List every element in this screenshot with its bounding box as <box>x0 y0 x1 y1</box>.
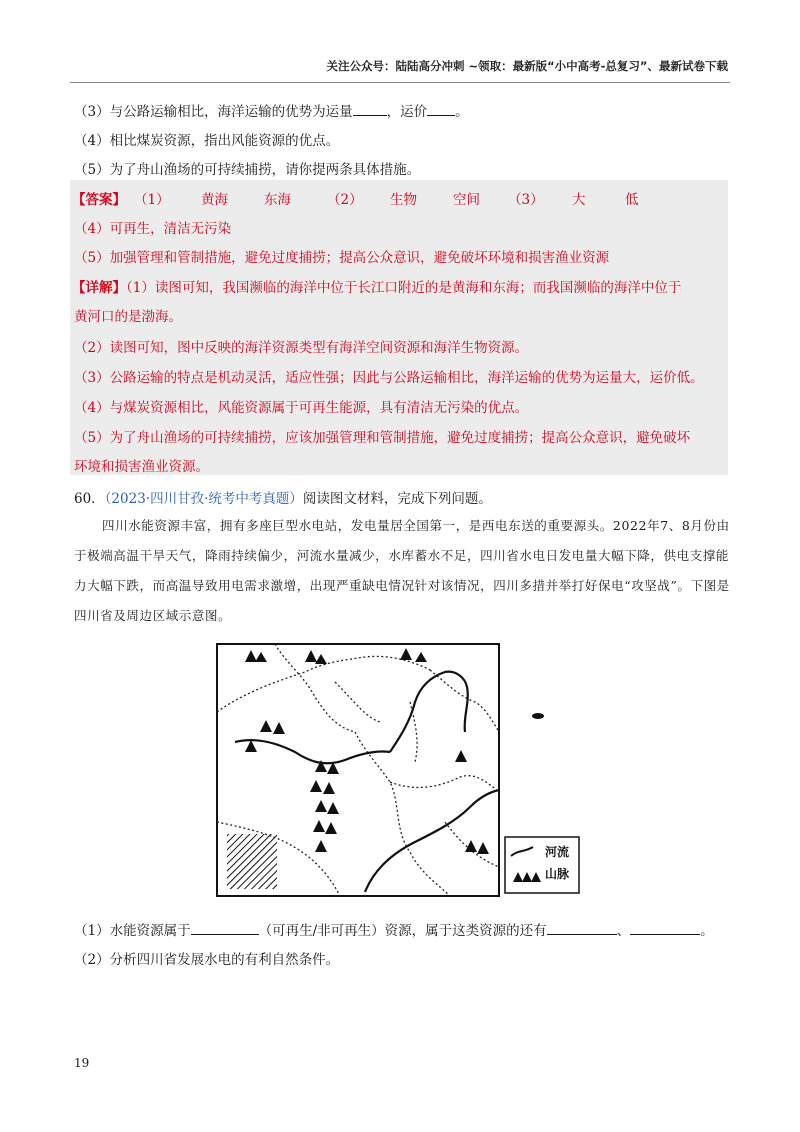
blank-example-1[interactable] <box>547 922 617 935</box>
question-5: （5）为了舟山渔场的可持续捕捞，请你提两条具体措施。 <box>74 162 421 178</box>
answer-value: 大 <box>572 192 586 208</box>
answer-line-4: （4）可再生，清洁无污染 <box>74 221 232 237</box>
blank-volume <box>353 103 387 116</box>
question-source-link[interactable]: （2023·四川甘孜·统考中考真题） <box>104 491 303 507</box>
answer-value: 黄海 <box>201 192 228 208</box>
question-60-heading <box>74 487 492 507</box>
answer-value: 空间 <box>453 192 480 208</box>
header-rule <box>70 82 730 83</box>
answer-value: 生物 <box>390 192 417 208</box>
question-3-prefix: （3）与公路运输相比，海洋运输的优势为运量 <box>74 104 353 120</box>
detail-line-4: （4）与煤炭资源相比，风能资源属于可再生能源，具有清洁无污染的优点。 <box>74 400 529 416</box>
detail-line-5a: （5）为了舟山渔场的可持续捕捞，应该加强管理和管制措施，避免过度捕捞；提高公众意识，避免破坏 <box>74 430 691 446</box>
answer-tag: 【答案】 <box>72 192 126 208</box>
page-header: 关注公众号：陆陆高分冲刺 ~领取：最新版“小中高考-总复习”、最新试卷下载 <box>326 59 728 73</box>
detail-tag: 【详解】 <box>72 280 126 296</box>
sichuan-map <box>215 642 585 898</box>
question-passage: 四川水能资源丰富，拥有多座巨型水电站，发电量居全国第一，是西电东送的重要源头。2022年7、8月份由于极端高温干旱天气，降雨持续偏少，河流水量减少，水库蓄水不足，四川省水电日发电量大幅下降，供电支撑能力大幅下跌，而高温导致用电需求激增，出现严重缺电情况针对该情况，四川多措并举打好保电“攻坚战”。下图是四川省及周边区域示意图。 <box>74 518 730 623</box>
question-4: （4）相比煤炭资源，指出风能资源的优点。 <box>74 133 340 149</box>
answer-value: 东海 <box>264 192 291 208</box>
blank-price <box>427 103 455 116</box>
legend-river: 河流 <box>545 845 570 859</box>
detail-line-3: （3）公路运输的特点是机动灵活，适应性强；因此与公路运输相比，海洋运输的优势为运量大，运价低。 <box>74 370 704 386</box>
blank-resource-type[interactable] <box>191 922 259 935</box>
answer-row-1 <box>72 188 126 208</box>
detail-line-5b: 环境和损害渔业资源。 <box>74 459 209 475</box>
question-3-mid: ，运价 <box>386 104 428 120</box>
legend-mountain: 山脉 <box>545 867 570 881</box>
page-number: 19 <box>74 1056 90 1070</box>
sub-question-2: （2）分析四川省发展水电的有利自然条件。 <box>74 952 340 968</box>
detail-line-2: （2）读图可知，图中反映的海洋资源类型有海洋空间资源和海洋生物资源。 <box>74 340 529 356</box>
detail-line-1b: 黄河口的是渤海。 <box>74 309 182 325</box>
sub-question-1: （1）水能资源属于 （可再生/非可再生）资源，属于这类资源的还有 、 。 <box>74 923 714 939</box>
detail-line-1: 【详解】（1）读图可知，我国濒临的海洋中位于长江口附近的是黄海和东海；而我国濒临的海洋中位于 <box>72 280 682 296</box>
answer-line-5: （5）加强管理和管制措施，避免过度捕捞；提高公众意识，避免破坏环境和损害渔业资源 <box>74 250 610 266</box>
question-instruction: 阅读图文材料，完成下列问题。 <box>302 491 492 507</box>
blank-example-2[interactable] <box>630 922 700 935</box>
question-3: （3）与公路运输相比，海洋运输的优势为运量 ，运价 。 <box>74 104 469 120</box>
answer-value: 低 <box>625 192 639 208</box>
question-number: 60． <box>74 491 105 507</box>
